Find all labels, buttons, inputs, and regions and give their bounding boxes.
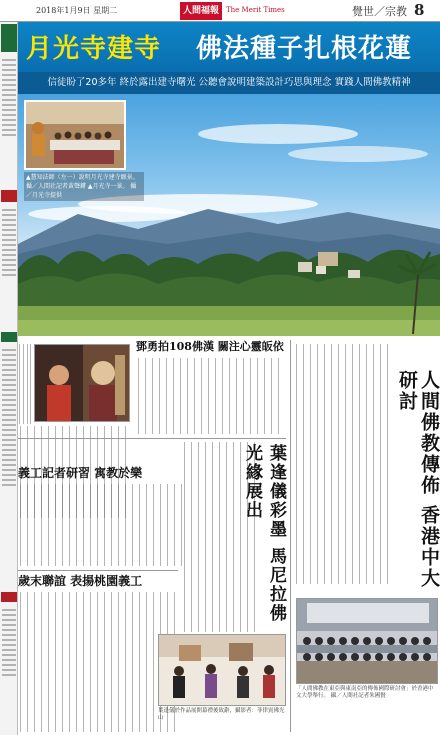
article4-photo — [158, 634, 286, 706]
inset-photo-ceremony — [24, 100, 126, 170]
article3-headline: 歲末聯誼 表揚桃園義工 — [18, 574, 143, 588]
index-strip — [0, 22, 18, 735]
strip-text-block-3 — [1, 346, 17, 586]
article5-body — [294, 344, 394, 584]
article4-headline: 葉逢儀彩墨 馬尼拉佛光緣展出 — [242, 444, 286, 623]
article-columns — [18, 336, 440, 735]
divider — [18, 570, 178, 571]
lead-subheadline: 信徒盼了20多年 終於露出建寺曙光 公聽會說明建築設計巧思與理念 實踐人間佛教精神 — [18, 72, 440, 94]
article1-body — [136, 358, 286, 434]
article5-photo-caption: 「人間佛教在東亞與東南亞的傳佈國際研討會」於香港中文大學舉行。 攝／人間社記者朱國賢 — [296, 686, 434, 699]
lead-headline-part1: 月光寺建寺 — [26, 34, 162, 64]
strip-text-block — [1, 56, 17, 186]
divider — [18, 438, 286, 439]
article5-headline: 人間佛教傳佈 香港中大研討 — [396, 370, 440, 589]
strip-header-block-2 — [1, 332, 17, 342]
section-name: 覺世／宗教 — [352, 5, 407, 18]
divider-vertical — [290, 340, 291, 732]
lead-headline-part2: 佛法種子扎根花蓮 — [196, 34, 413, 64]
lead-hero-photo — [18, 94, 440, 336]
article1-headline: 鄧勇拍108佛漢 關注心靈皈依 — [136, 340, 284, 353]
strip-accent-block-2 — [1, 592, 17, 602]
lead-headline-band — [18, 22, 440, 72]
strip-text-block-4 — [1, 606, 17, 731]
article3-body — [18, 592, 178, 732]
article1-sidebar-text — [18, 344, 32, 424]
masthead — [0, 0, 440, 22]
newspaper-logo-english: The Merit Times — [226, 6, 285, 14]
strip-text-block-2 — [1, 206, 17, 326]
article4-photo-caption: 葉逢儀於作品展開幕禮後致辭，攝影者：菲律賓佛光山 — [158, 708, 285, 721]
issue-date: 2018年1月9日 星期二 — [36, 6, 118, 15]
article1-photo — [34, 344, 130, 422]
article2-headline: 義工記者研習 寓教於樂 — [18, 466, 143, 480]
strip-header-block — [1, 24, 17, 52]
lead-photo-caption: ▲慧知法師（左一）說明月光寺建寺願景。 攝／人間社記者黃聲鏘 ▲月光寺一景。 攝／月光寺提供 — [24, 172, 144, 201]
article5-photo — [296, 598, 438, 684]
newspaper-logo: 人間福報 — [180, 2, 222, 20]
strip-accent-block — [1, 190, 17, 202]
page-number: 8 — [414, 1, 425, 19]
